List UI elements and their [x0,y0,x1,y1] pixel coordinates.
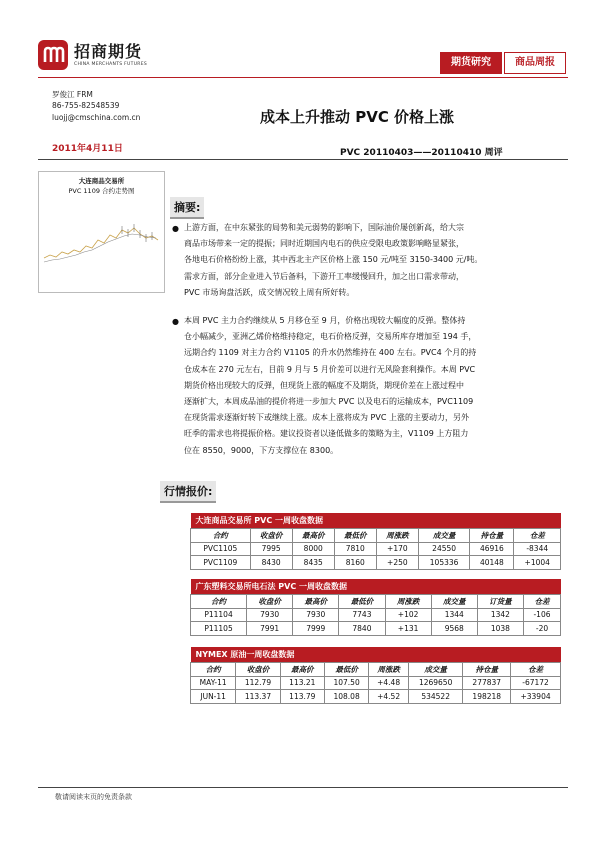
table-cell: +33904 [511,690,561,704]
author-email[interactable]: luojj@cmschina.com.cn [52,113,141,122]
table-cell: 8000 [292,542,334,556]
table-cell: 7991 [247,622,293,636]
table-cell: 1038 [477,622,523,636]
m-logo-icon [38,40,68,70]
col-header: 最高价 [292,529,334,543]
gd-pvc-quote-table [190,579,561,636]
summary-line: 各地电石价格纷纷上涨，其中西北主产区价格上涨 150 元/吨至 3150-3400 元/吨。 [184,255,483,265]
col-header: 仓差 [523,595,560,609]
summary-line: 本周 PVC 主力合约继续从 5 月移仓至 9 月，价格出现较大幅度的反弹。整体持 [184,316,466,325]
col-header: 持仓量 [463,663,511,677]
table-cell: 534522 [408,690,462,704]
summary-line: 期货价格出现较大的反弹，但现货上涨的幅度不及期货，期现价差在上涨过程中 [184,380,464,390]
table-cell: 277837 [463,676,511,690]
table-cell: 9568 [431,622,477,636]
table-cell: 7840 [339,622,385,636]
table-cell: 40148 [470,556,514,570]
col-header: 周涨跌 [385,595,431,609]
summary-line: 仓小幅减少，亚洲乙烯价格维持稳定，电石价格反弹，交易所库存增加至 194 手， [184,332,477,342]
summary-heading: 摘要: [170,197,204,219]
summary-line: 商品市场带来一定的提振；同时近期国内电石的供应受限电政策影响略显紧张， [184,239,464,249]
bullet-icon: ● [172,317,179,326]
col-header: 仓差 [514,529,561,543]
table-cell: 7930 [293,608,339,622]
table-cell: 46916 [470,542,514,556]
table-cell: 107.50 [324,676,368,690]
footer-divider [38,787,568,788]
report-date: 2011年4月11日 [52,144,123,154]
col-header: 成交量 [431,595,477,609]
table-cell: 198218 [463,690,511,704]
col-header: 收盘价 [250,529,292,543]
price-trend-sparkline [42,200,162,270]
summary-line: 在现货需求逐渐好转下或继续上涨。成本上涨将成为 PVC 上涨的主要动力，另外 [184,413,469,423]
summary-line: 远期合约 1109 对主力合约 V1105 的升水仍然维持在 400 左右。PVC4 个月的持 [184,348,477,358]
col-header: 最低价 [324,663,368,677]
table-header-row [191,529,561,543]
table-cell: PVC1109 [191,556,251,570]
summary-line: PVC 市场询盘活跃，成交情况较上周有所好转。 [184,287,355,297]
col-header: 仓差 [511,663,561,677]
tab-commodity-weekly[interactable]: 商品周报 [504,52,566,74]
table-cell: -106 [523,608,560,622]
table-cell: 1342 [477,608,523,622]
side-chart-title: 大连商品交易所 [78,177,125,185]
table-cell: +250 [376,556,418,570]
table-cell: 113.37 [236,690,280,704]
bullet-icon: ● [172,224,179,233]
table-cell: +4.48 [369,676,409,690]
table-cell: 108.08 [324,690,368,704]
table-cell: JUN-11 [191,690,236,704]
author-phone: 86-755-82548539 [52,101,120,110]
table-cell: 7743 [339,608,385,622]
col-header: 成交量 [408,663,462,677]
table-cell: 8430 [250,556,292,570]
table-cell: 8160 [334,556,376,570]
table-cell: 24550 [418,542,469,556]
col-header: 收盘价 [236,663,280,677]
brand-subtitle: CHINA MERCHANTS FUTURES [74,62,148,67]
table-cell: +4.52 [369,690,409,704]
col-header: 合约 [191,663,236,677]
summary-line: 上游方面，在中东紧张的局势和美元弱势的影响下，国际油价屡创新高，给大宗 [184,223,464,232]
col-header: 订货量 [477,595,523,609]
col-header: 持仓量 [470,529,514,543]
col-header: 收盘价 [247,595,293,609]
table-cell: +102 [385,608,431,622]
col-header: 周涨跌 [369,663,409,677]
tab-futures-research[interactable]: 期货研究 [440,52,502,74]
nymex-crude-quote-table [190,647,561,704]
quotes-heading: 行情报价: [160,481,216,503]
table-row [191,622,561,636]
table-cell: -8344 [514,542,561,556]
summary-line: 仓成本在 270 元左右，目前 9 月与 5 月价差可以进行无风险套利操作。本周 PVC [184,364,476,374]
col-header: 最低价 [334,529,376,543]
author-name: 罗俊江 FRM [52,90,93,99]
table-cell: +1004 [514,556,561,570]
side-chart-subtitle: PVC 1109 合约走势图 [68,187,135,195]
report-subtitle: PVC 20110403——20110410 周评 [340,148,503,158]
table-cell: 7995 [250,542,292,556]
table-header-row [191,595,561,609]
table-row [191,608,561,622]
table-cell: PVC1105 [191,542,251,556]
col-header: 最低价 [339,595,385,609]
table-cell: 8435 [292,556,334,570]
table-row [191,676,561,690]
table-row [191,542,561,556]
summary-line: 逐渐扩大，本周成品油的提价将进一步加大 PVC 以及电石的运输成本，PVC1109 [184,397,474,407]
table-cell: 113.79 [280,690,324,704]
table-cell: +131 [385,622,431,636]
summary-line: 需求方面，部分企业进入节后备料，下游开工率缓慢回升，加之出口需求带动， [184,271,464,281]
title-divider [38,159,568,160]
brand-name: 招商期货 [74,42,143,61]
table-cell: -67172 [511,676,561,690]
table-cell: P11104 [191,608,247,622]
header-divider [38,77,568,78]
table-cell: 113.21 [280,676,324,690]
col-header: 最高价 [293,595,339,609]
table-cell: 105336 [418,556,469,570]
table-title: NYMEX 原油一周收盘数据 [191,647,561,663]
summary-line: 旺季的需求也将提振价格。建议投资者以逢低做多的策略为主，V1109 上方阻力 [184,429,469,439]
dce-pvc-quote-table [190,513,561,570]
table-cell: MAY-11 [191,676,236,690]
table-cell: 7810 [334,542,376,556]
col-header: 周涨跌 [376,529,418,543]
table-cell: +170 [376,542,418,556]
col-header: 最高价 [280,663,324,677]
table-cell: P11105 [191,622,247,636]
col-header: 合约 [191,529,251,543]
table-cell: 7999 [293,622,339,636]
disclaimer-notice[interactable]: 敬请阅读末页的免责条款 [55,793,132,801]
col-header: 成交量 [418,529,469,543]
summary-line: 位在 8550，9000，下方支撑位在 8300。 [184,445,339,455]
table-title: 广东塑料交易所电石法 PVC 一周收盘数据 [191,579,561,595]
table-cell: 7930 [247,608,293,622]
table-row [191,690,561,704]
table-row [191,556,561,570]
table-header-row [191,663,561,677]
table-cell: 112.79 [236,676,280,690]
summary-paragraph-1 [184,220,562,301]
summary-paragraph-2 [184,313,562,459]
table-title: 大连商品交易所 PVC 一周收盘数据 [191,513,561,529]
table-cell: 1344 [431,608,477,622]
col-header: 合约 [191,595,247,609]
report-title: 成本上升推动 PVC 价格上涨 [260,108,455,126]
table-cell: 1269650 [408,676,462,690]
table-cell: -20 [523,622,560,636]
